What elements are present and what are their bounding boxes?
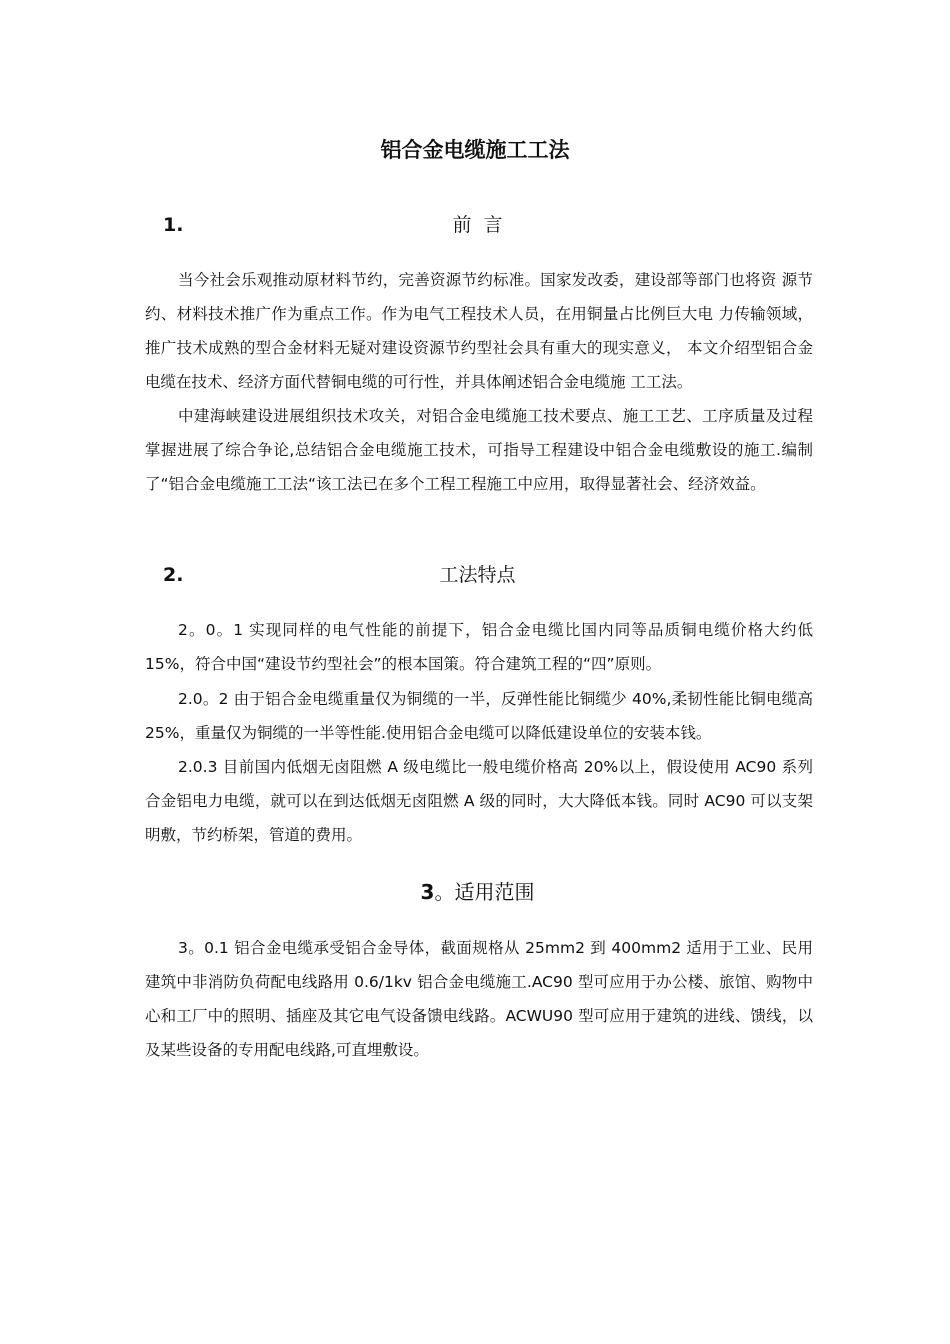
section-2-title: 工法特点 (439, 564, 516, 586)
section-1-title: 前 言 (452, 214, 503, 236)
section-2-paragraph-1: 2。0。1 实现同样的电气性能的前提下，铝合金电缆比国内同等品质铜电缆价格大约低 15%，符合中国“建设节约型社会”的根本国策。符合建筑工程的“四”原则。 (145, 621, 813, 673)
document-title: 铝合金电缆施工工法 (380, 138, 570, 162)
section-2-heading (145, 560, 810, 590)
section-3-heading (145, 877, 810, 907)
section-1-number: 1. (163, 214, 184, 236)
section-1-paragraph-2: 中建海峡建设进展组织技术攻关，对铝合金电缆施工技术要点、施工工艺、工序质量及过程掌握进展了综合争论,总结铝合金电缆施工技术，可指导工程建设中铝合金电缆敷设的施工.编制了“铝合金电缆施工工法“该工法已在多个工程工程施工中应用，取得显著社会、经济效益。 (145, 407, 813, 493)
section-1-heading (145, 210, 810, 240)
section-2-number: 2. (163, 564, 184, 586)
section-3-paragraph-1: 3。0.1 铝合金电缆承受铝合金导体，截面规格从 25mm2 到 400mm2 适用于工业、民用建筑中非消防负荷配电线路用 0.6/1kv 铝合金电缆施工.AC90 型可应用于办公楼、旅馆、购物中心和工厂中的照明、插座及其它电气设备馈电线路。ACWU90 型可应用于建筑的进线、馈线，以及某些设备的专用配电线路,可直埋敷设。 (145, 939, 813, 1059)
section-3-title: 。适用范围 (434, 880, 535, 904)
section-2-paragraph-3: 2.0.3 目前国内低烟无卤阻燃 A 级电缆比一般电缆价格高 20%以上，假设使用 AC90 系列合金铝电力电缆，就可以在到达低烟无卤阻燃 A 级的同时，大大降低本钱。同时 AC90 可以支架明敷，节约桥架，管道的费用。 (145, 758, 813, 844)
section-3-number: 3 (420, 880, 435, 904)
section-1-paragraph-1: 当今社会乐观推动原材料节约，完善资源节约标准。国家发改委，建设部等部门也将资 源节约、材料技术推广作为重点工作。作为电气工程技术人员，在用铜量占比例巨大电 力传输领域，推广技术成熟的型合金材料无疑对建设资源节约型社会具有重大的现实意义， 本文介绍型铝合金电缆在技术、经济方面代替铜电缆的可行性，并具体阐述铝合金电缆施 工工法。 (145, 271, 813, 391)
section-2-paragraph-2: 2.0。2 由于铝合金电缆重量仅为铜缆的一半，反弹性能比铜缆少 40%,柔韧性能比铜电缆高 25%，重量仅为铜缆的一半等性能.使用铝合金电缆可以降低建设单位的安装本钱。 (145, 690, 813, 742)
